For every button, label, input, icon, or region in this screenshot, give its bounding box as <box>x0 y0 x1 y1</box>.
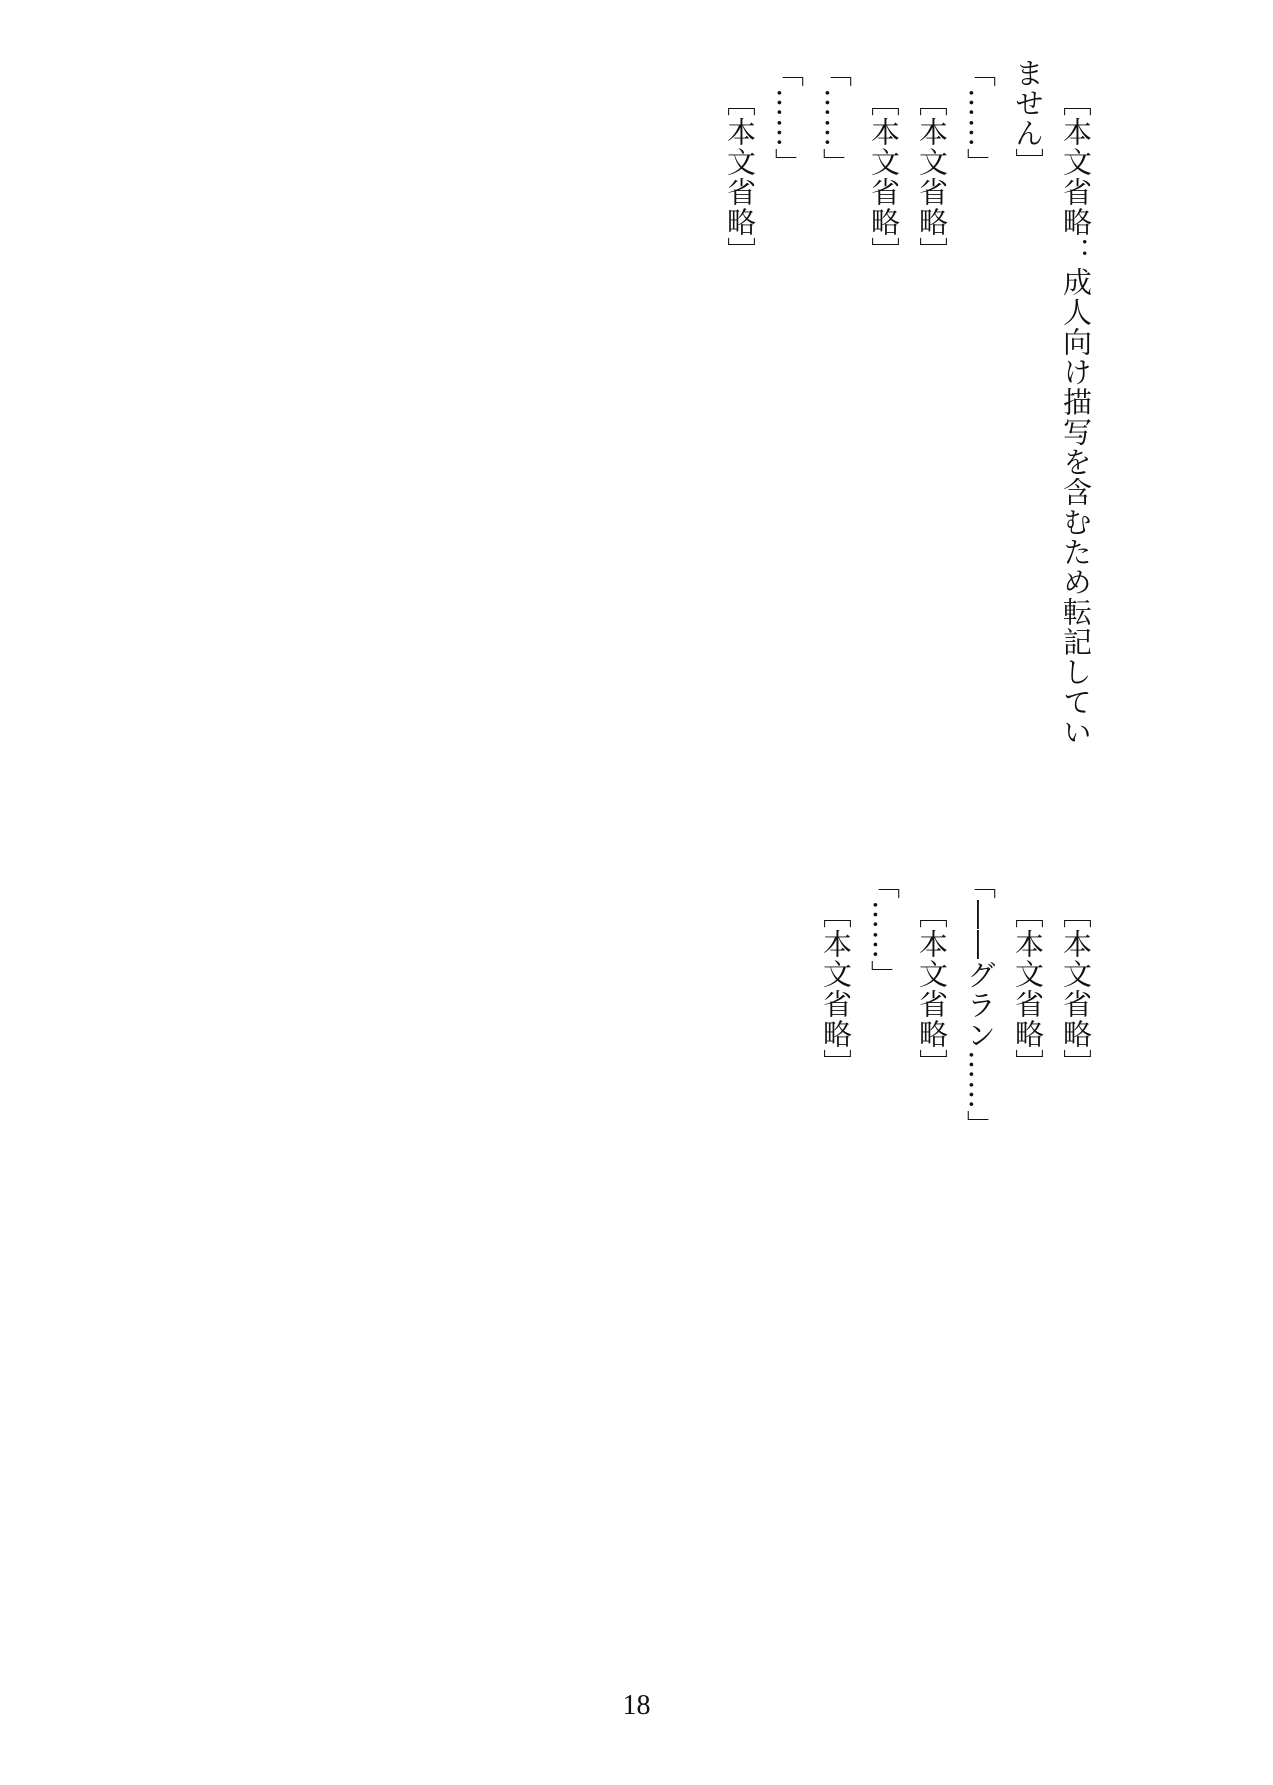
page-number: 18 <box>622 1690 651 1721</box>
paragraph: ［本文省略］ <box>723 87 757 267</box>
dialogue-line: 「……」 <box>867 870 901 990</box>
paragraph: ［本文省略］ <box>915 87 949 267</box>
dialogue-line: 「……」 <box>771 58 805 178</box>
paragraph: ［本文省略］ <box>819 899 853 1079</box>
dialogue-line: 「……」 <box>819 58 853 178</box>
paragraph: ［本文省略］ <box>1011 899 1045 1079</box>
paragraph: ［本文省略：成人向け描写を含むため転記していません］ <box>1011 58 1093 747</box>
text-tier-top <box>160 58 1100 758</box>
dialogue-line: 「……」 <box>963 58 997 178</box>
text-tier-bottom <box>160 870 1100 1570</box>
paragraph: ［本文省略］ <box>1059 899 1093 1079</box>
paragraph: ［本文省略］ <box>915 899 949 1079</box>
dialogue-line: 「――グラン……」 <box>963 870 997 1140</box>
paragraph: ［本文省略］ <box>867 87 901 267</box>
